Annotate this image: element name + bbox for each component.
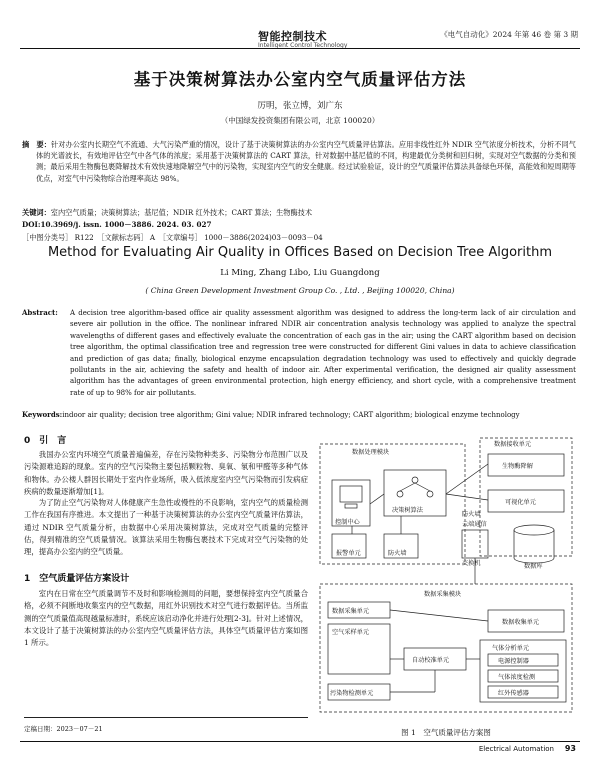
affiliation-cn: （中国绿发投资集团有限公司，北京 100020）: [220, 116, 380, 125]
authors-cn: 厉明，张立博，刘广东: [257, 101, 343, 111]
classification-numbers: ［中图分类号］ R122 ［文献标志码］ A ［文章编号］ 1000－3886(2024)03－0093－04: [22, 233, 323, 242]
doi: DOI:10.3969/j. issn. 1000－3886. 2024. 03. 027: [22, 220, 212, 229]
label-data-collect-right: 数据收集单元: [502, 619, 540, 626]
label-data-processing-module: 数据处理模块: [352, 449, 390, 456]
figure-1-caption: 图 1 空气质量评估方案图: [401, 728, 491, 737]
intro-paragraph-2: 为了防止空气污染物对人体健康产生急性或慢性的不良影响，室内空气的质量检测工作在我国有序推进。本文提出了一种基于决策树算法的办公室内空气质量评估算法，通过 NDIR 空气质量分析，由数据中心采用决策树算法，完成对空气质量的完整评估，得到精准的空气质量情况。该算法采用生物酶包裹技术下完成对空气污染物的处理，提高办公室内的空气质量。: [24, 498, 308, 557]
label-auto-valve: 自动校准单元: [412, 657, 450, 664]
tree-node-icon: [412, 477, 418, 483]
section-header-en: Intelligent Control Technology: [258, 42, 348, 49]
received-date: 定稿日期：2023－07－21: [24, 725, 103, 733]
label-visualization: 可视化单元: [505, 499, 536, 506]
footnote-rule: [24, 717, 308, 718]
label-data-receiver: 数据接收单元: [494, 441, 532, 448]
journal-issue: 《电气自动化》2024 年第 46 卷 第 3 期: [440, 30, 578, 39]
monitor-stand-icon: [345, 504, 357, 508]
label-alarm: 报警单元: [336, 550, 361, 557]
intro-paragraph-1: 我国办公室内环境空气质量普遍偏差，存在污染物种类多、污染物分布范围广以及污染源难追踪的现象。室内的空气污染物主要包括颗粒物、臭氧、氡和甲醛等多种气体和物体。办公楼人群因长期处于室内作业场所，吸入低浓度室内空气污染物而引发病症疾病的数量逐渐增加[1]。: [24, 450, 308, 496]
label-data-sensor-unit: 数据采集单元: [332, 608, 370, 615]
abstract-en-label: Abstract:: [22, 308, 58, 317]
label-fire-wall-comm: 防火墙: [462, 511, 481, 518]
paper-title-cn: 基于决策树算法办公室内空气质量评估方法: [133, 70, 467, 89]
page-number: 93: [564, 744, 576, 753]
keywords-en-text: indoor air quality; decision tree algorithm; Gini value; NDIR infrared technology; CART algorithm; biological enzyme technology: [62, 411, 520, 419]
paper-title-en: Method for Evaluating Air Quality in Offices Based on Decision Tree Algorithm: [47, 245, 553, 260]
exchange-box: [462, 530, 488, 558]
keywords-en: [22, 410, 576, 419]
label-pollutant-check: 污染物检测单元: [330, 690, 374, 697]
abstract-en-text: A decision tree algorithm-based office air quality assessment algorithm was designed to address the long-term lack of air circulation and severe air pollution in the office. The nonlinear infrared NDIR air concentration analysis technology was applied to analyze the spectral wavelengths of different gases and effectively evaluate the concentration of each gas in the air; using the CART algorithm based on decision tree algorithm, the optimal classification tree and regression tree were constructed for different Gini values in data to achieve classification and prediction of gas data; finally, biological enzyme encapsulation degradation technology was used to effectively and quickly degrade pollutants in the air, achieving the safety and health of indoor air. After experimental verification, the designed air quality assessment algorithm has the advantages of green environmental protection, high energy efficiency, and short cycle, with a comprehensive treatment rate of up to 98% for air pollutants.: [70, 309, 576, 397]
footer-journal-name: Electrical Automation: [478, 745, 554, 753]
keywords-cn-text: 室内空气质量；决策树算法；基尼值；NDIR 红外技术；CART 算法；生物酶技术: [50, 208, 313, 217]
label-bio-degradation: 生物酶降解: [502, 463, 533, 470]
keywords-cn: [22, 208, 576, 218]
authors-en: Li Ming, Zhang Libo, Liu Guangdong: [220, 268, 380, 278]
figure-1-diagram: [312, 434, 580, 724]
abstract-cn-text: 针对办公室内长期空气不流通、大气污染严重的情况，设计了基于决策树算法的办公室内空气质量评估算法。应用非线性红外 NDIR 空气浓度分析技术，分析不同气体的光谱波长，有效地评估空气中各气体的浓度；采用基于决策树算法的 CART 算法，针对数据中基尼值的不同，构建最优分类树和回归树，实现对空气数据的分类和预测；最后采用生物酶包裹降解技术有效快速地降解空气中的污染物，实现室内空气的安全健康。经过试验验证，设计的空气质量评估算法具备绿色环保，高能效和短周期等优点，对室气中污染物综合治理率高达 98%。: [36, 140, 576, 183]
section-header: 智能控制技术: [258, 30, 327, 43]
keywords-cn-label: 关键词：: [22, 208, 51, 217]
section-0-heading: 0 引 言: [24, 436, 67, 446]
data-receiver-frame: [480, 438, 572, 556]
label-cloud-comm: 云端通信: [462, 521, 487, 528]
label-decision-tree: 决策树算法: [392, 507, 423, 514]
data-processing-frame: [320, 444, 465, 564]
abstract-cn-label: 摘 要：: [22, 140, 51, 149]
label-exchange: 交换机: [462, 560, 481, 567]
label-gas-analysis: 气体分析单元: [492, 645, 530, 652]
monitor-icon: [340, 486, 362, 502]
label-air-collect-unit: 空气采样单元: [332, 629, 370, 636]
label-gas-sensor: 气体浓度检测: [498, 674, 536, 681]
section-1-heading: 1 空气质量评估方案设计: [24, 574, 130, 584]
label-data-collection-module: 数据采集模块: [424, 591, 462, 598]
label-database: 数据库: [524, 563, 543, 570]
tree-node-icon: [397, 491, 403, 497]
label-firewall: 防火墙: [388, 550, 407, 557]
database-icon-top: [514, 525, 554, 535]
section-1-paragraph: 室内在日常在空气质量调节不及时和影响检测局的问题，要想保持室内空气质量合格，必须不间断地收集室内的空气数据，用红外识别技术对空气进行数据评估。当所监测的空气质量值高现越量标准时，系统应该启动净化并进行处理[2-3]。针对上述情况，本文设计了基于决策树算法的办公室内空气质量评估方法，具体空气质量评估方案如图 1 所示。: [24, 589, 308, 648]
header-rule: [20, 48, 580, 49]
label-control-center: 控制中心: [335, 519, 360, 526]
tree-node-icon: [427, 491, 433, 497]
footer-rule: [20, 741, 580, 742]
abstract-cn: [22, 139, 576, 184]
affiliation-en: ( China Green Development Investment Group Co. , Ltd. , Beijing 100020, China): [145, 286, 455, 295]
label-power-ctrl: 电源控制器: [498, 658, 529, 665]
label-infra-sensor: 红外传感器: [498, 690, 529, 697]
keywords-en-label: Keywords:: [22, 410, 63, 419]
